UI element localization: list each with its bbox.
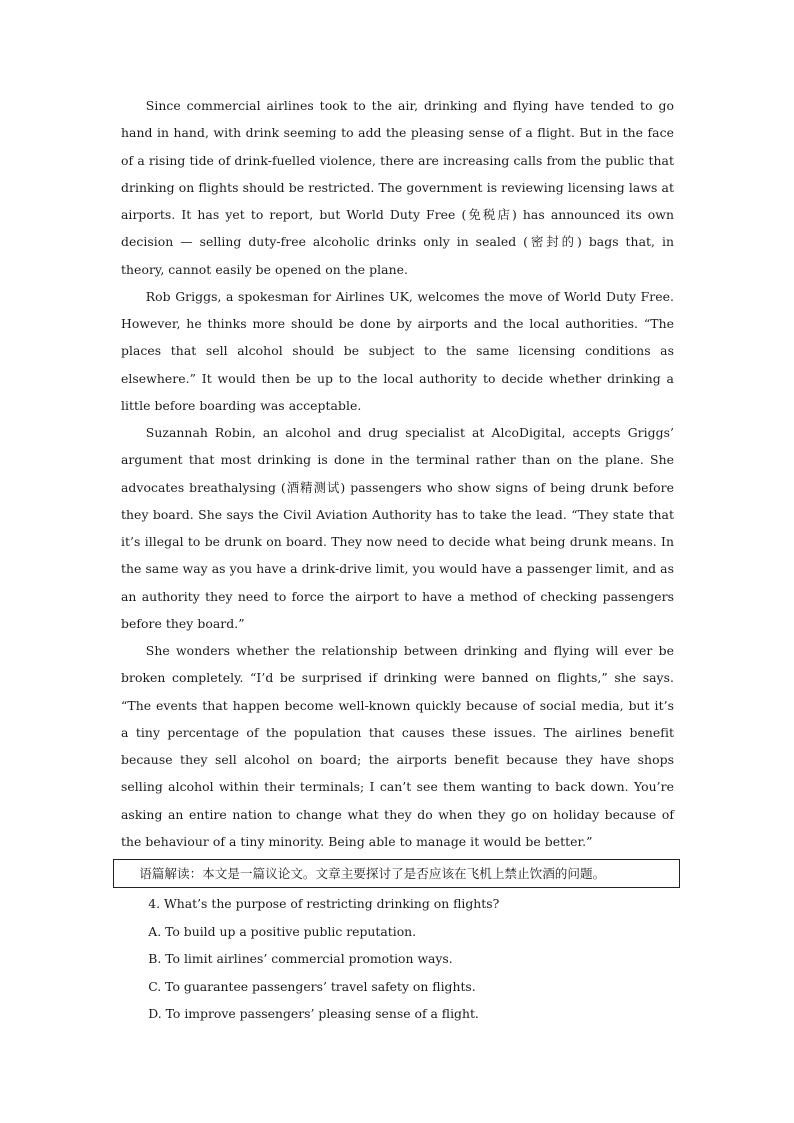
paragraph-4: She wonders whether the relationship between drinking and flying will ever be broken completely. “I’d be surprised if drinking were banned on flights,” she says. “The events that happen become well-known quickly because of social media, but it’s a tiny percentage of the population that causes these issues. The airlines benefit because they sell alcohol on board; the airports benefit because they have shops selling alcohol within their terminals; I can’t see them wanting to back down. You’re asking an entire nation to change what they do when they go on holiday because of the behaviour of a tiny minority. Being able to manage it would be better.” [121,643,674,849]
option-a: A. To build up a positive public reputation. [148,923,417,939]
option-b: B. To limit airlines’ commercial promotion ways. [148,951,453,966]
document-page [121,92,674,1028]
passage-summary-box: 语篇解读：本文是一篇议论文。文章主要探讨了是否应该在飞机上禁止饮酒的问题。 [113,859,680,888]
option-d: D. To improve passengers’ pleasing sense of a flight. [148,1006,479,1021]
paragraph-3: Suzannah Robin, an alcohol and drug specialist at AlcoDigital, accepts Griggs’ argument that most drinking is done in the terminal rather than on the plane. She advocates breathalysing (酒精测试) passengers who show signs of being drunk before they board. She says the Civil Aviation Authority has to take the lead. “They state that it’s illegal to be drunk on board. They now need to decide what being drunk means. In the same way as you have a drink-drive limit, you would have a passenger limit, and as an authority they need to force the airport to have a method of checking passengers before they board.” [121,425,674,631]
option-c: C. To guarantee passengers’ travel safety on flights. [148,978,476,994]
question-4 [121,890,674,1028]
paragraph-2: Rob Griggs, a spokesman for Airlines UK, welcomes the move of World Duty Free. However, he thinks more should be done by airports and the local authorities. “The places that sell alcohol should be subject to the same licensing conditions as elsewhere.” It would then be up to the local authority to decide whether drinking a little before boarding was acceptable. [121,288,674,413]
paragraph-1: Since commercial airlines took to the air, drinking and flying have tended to go hand in hand, with drink seeming to add the pleasing sense of a flight. But in the face of a rising tide of drink-fuelled violence, there are increasing calls from the public that drinking on flights should be restricted. The government is reviewing licensing laws at airports. It has yet to report, but World Duty Free (免税店) has announced its own decision — selling duty-free alcoholic drinks only in sealed (密封的) bags that, in theory, cannot easily be opened on the plane. [121,98,674,277]
question-stem: 4. What’s the purpose of restricting drinking on flights? [148,896,500,911]
